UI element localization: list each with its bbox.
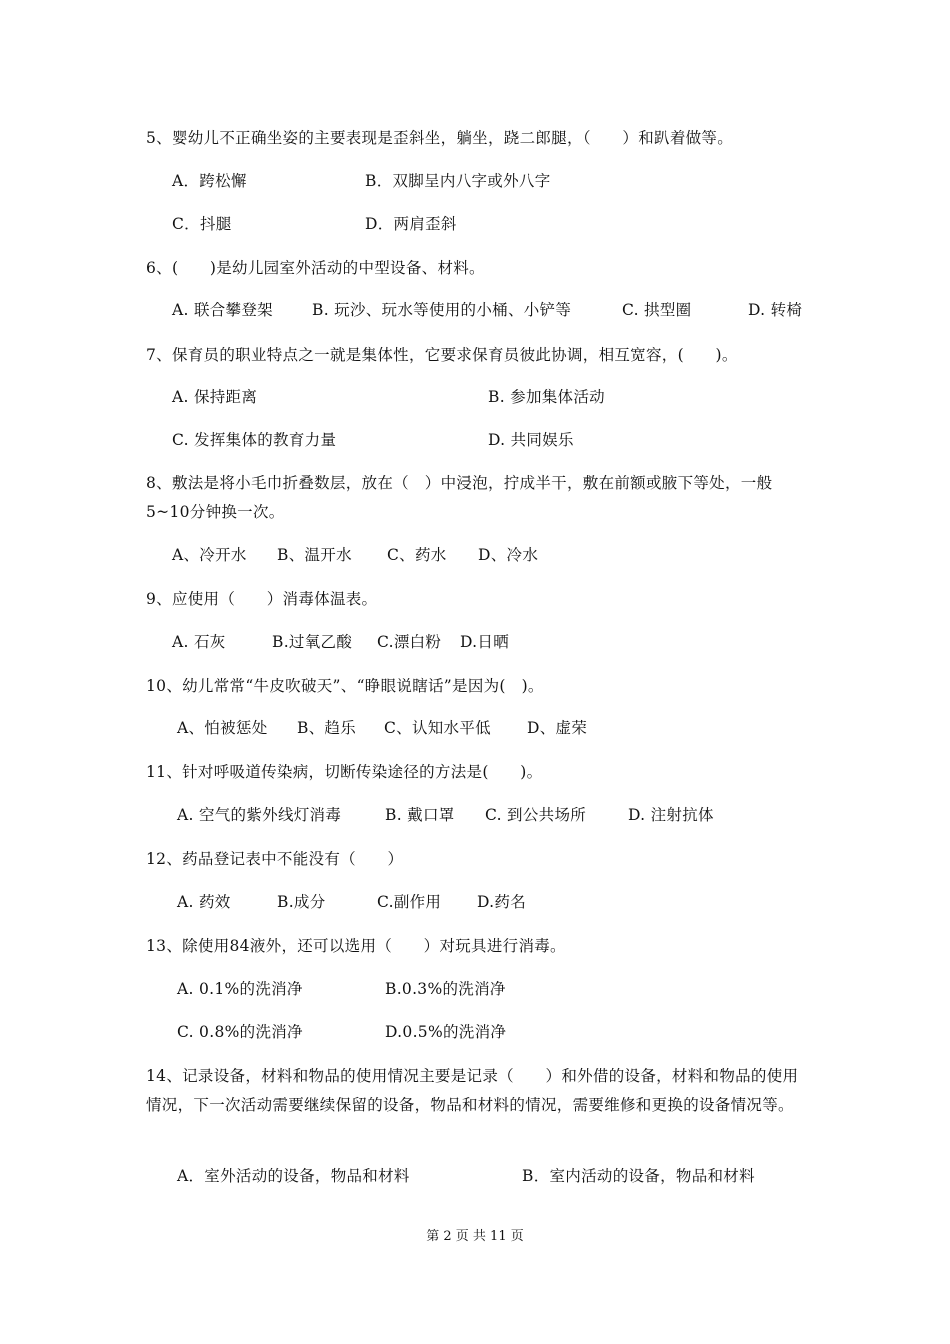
option-c: C. 发挥集体的教育力量 <box>172 431 337 449</box>
option-a: A. 空气的紫外线灯消毒 <box>177 806 342 824</box>
option-b: B. 参加集体活动 <box>488 388 605 406</box>
option-d: D.日晒 <box>460 633 510 651</box>
option-a: A．跨松懈 <box>172 172 247 190</box>
option-b: B、趋乐 <box>297 719 357 737</box>
question-13: 13、除使用84液外，还可以选用（ ）对玩具进行消毒。 <box>146 937 566 955</box>
options-row <box>172 428 812 452</box>
options-row <box>172 298 812 322</box>
option-b: B．双脚呈内八字或外八字 <box>365 172 551 190</box>
option-b: B.成分 <box>277 893 326 911</box>
option-c: C. 到公共场所 <box>485 806 587 824</box>
option-d: D.0.5%的洗消净 <box>385 1023 507 1041</box>
question-5: 5、婴幼儿不正确坐姿的主要表现是歪斜坐，躺坐，跷二郎腿，（ ）和趴着做等。 <box>146 129 734 147</box>
options-row <box>172 212 812 236</box>
option-d: D．两肩歪斜 <box>365 215 457 233</box>
options-row <box>172 1164 812 1188</box>
option-a: A. 药效 <box>177 893 231 911</box>
options-row <box>172 1020 812 1044</box>
page-footer: 第 2 页 共 11 页 <box>426 1229 524 1244</box>
option-a: A. 0.1%的洗消净 <box>177 980 303 998</box>
question-14: 14、记录设备，材料和物品的使用情况主要是记录（ ）和外借的设备，材料和物品的使用情况，下一次活动需要继续保留的设备，物品和材料的情况，需要维修和更换的设备情况等。 <box>146 1067 799 1114</box>
option-c: C.漂白粉 <box>377 633 442 651</box>
option-b: B．室内活动的设备，物品和材料 <box>522 1167 755 1185</box>
option-d: D. 注射抗体 <box>628 806 714 824</box>
options-row <box>172 977 812 1001</box>
options-row <box>172 385 812 409</box>
options-row <box>172 803 812 827</box>
option-c: C. 0.8%的洗消净 <box>177 1023 303 1041</box>
option-d: D、虚荣 <box>527 719 588 737</box>
option-a: A、冷开水 <box>172 546 247 564</box>
options-row <box>172 890 812 914</box>
options-row <box>172 543 812 567</box>
option-c: C、认知水平低 <box>384 719 491 737</box>
question-9: 9、应使用（ ）消毒体温表。 <box>146 590 378 608</box>
option-d: D、冷水 <box>478 546 539 564</box>
option-a: A、怕被惩处 <box>177 719 268 737</box>
question-8: 8、敷法是将小毛巾折叠数层，放在（ ）中浸泡，拧成半干，敷在前额或腋下等处，一般5~10分钟换一次。 <box>146 474 773 521</box>
option-c: C．抖腿 <box>172 215 232 233</box>
option-c: C.副作用 <box>377 893 442 911</box>
option-b: B.0.3%的洗消净 <box>385 980 506 998</box>
question-12: 12、药品登记表中不能没有（ ） <box>146 850 404 868</box>
option-c: C、药水 <box>387 546 447 564</box>
options-row <box>172 169 812 193</box>
option-b: B. 玩沙、玩水等使用的小桶、小铲等 <box>312 301 572 319</box>
option-a: A. 石灰 <box>172 633 226 651</box>
option-d: D. 转椅 <box>748 301 803 319</box>
option-b: B、温开水 <box>277 546 352 564</box>
option-a: A. 联合攀登架 <box>172 301 273 319</box>
option-d: D. 共同娱乐 <box>488 431 574 449</box>
option-b: B. 戴口罩 <box>385 806 455 824</box>
option-b: B.过氧乙酸 <box>272 633 353 651</box>
option-a: A. 保持距离 <box>172 388 258 406</box>
option-c: C. 拱型圈 <box>622 301 692 319</box>
option-a: A．室外活动的设备，物品和材料 <box>177 1167 410 1185</box>
question-11: 11、针对呼吸道传染病，切断传染途径的方法是( )。 <box>146 763 543 781</box>
options-row <box>172 716 812 740</box>
question-7: 7、保育员的职业特点之一就是集体性，它要求保育员彼此协调，相互宽容，( )。 <box>146 346 738 364</box>
option-d: D.药名 <box>477 893 527 911</box>
question-6: 6、( )是幼儿园室外活动的中型设备、材料。 <box>146 259 485 277</box>
options-row <box>172 630 812 654</box>
question-10: 10、幼儿常常“牛皮吹破天”、“睁眼说瞎话”是因为( )。 <box>146 677 544 695</box>
